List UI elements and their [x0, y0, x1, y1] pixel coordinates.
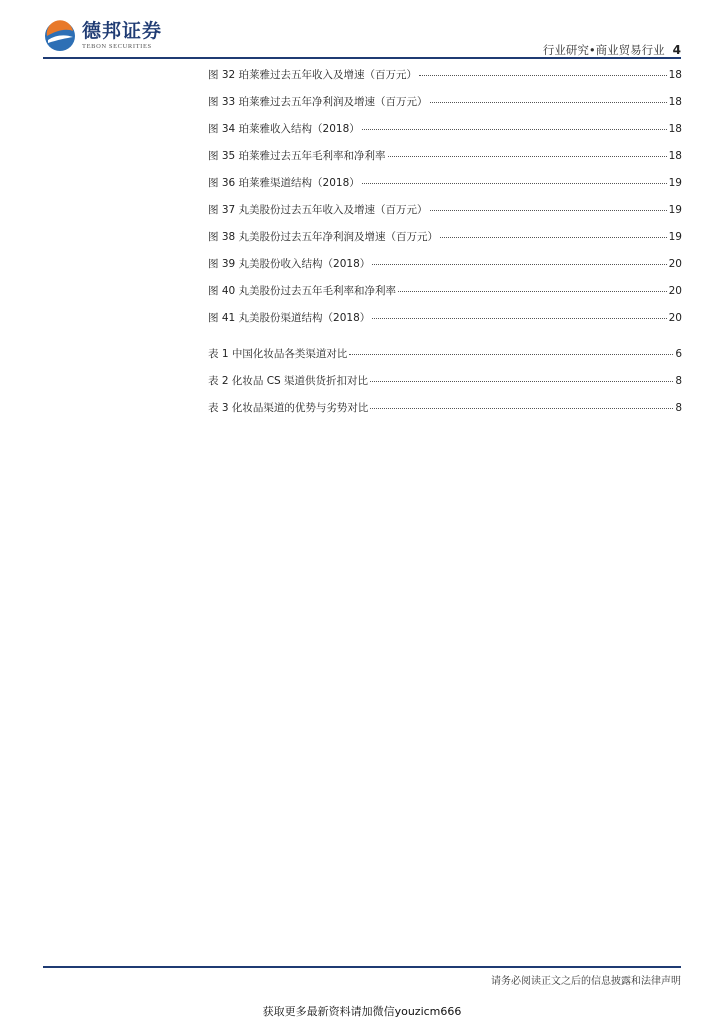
toc-entry[interactable] [208, 229, 682, 256]
toc-entry-label: 图 41 丸美股份渠道结构（2018） [208, 312, 371, 324]
toc-entry[interactable] [208, 310, 682, 337]
toc-entry[interactable] [208, 94, 682, 121]
toc-entry[interactable] [208, 202, 682, 229]
toc-entry-page: 19 [668, 177, 682, 189]
toc-entry-label: 图 39 丸美股份收入结构（2018） [208, 258, 371, 270]
dot-leader [362, 183, 667, 184]
dot-leader [398, 291, 667, 292]
dot-leader [430, 210, 667, 211]
dot-leader [362, 129, 667, 130]
toc-entry-page: 8 [675, 402, 682, 414]
dot-leader [372, 318, 666, 319]
page-header-info [543, 42, 681, 58]
dot-leader [419, 75, 667, 76]
dot-leader [430, 102, 667, 103]
toc-entry-page: 18 [668, 150, 682, 162]
toc-entry-label: 图 37 丸美股份过去五年收入及增速（百万元） [208, 204, 428, 216]
table-list [208, 346, 682, 427]
toc-entry-label: 图 35 珀莱雅过去五年毛利率和净利率 [208, 150, 386, 162]
dot-leader [349, 354, 673, 355]
legal-disclaimer: 请务必阅读正文之后的信息披露和法律声明 [491, 976, 681, 987]
toc-entry-page: 18 [668, 123, 682, 135]
company-logo [43, 16, 162, 56]
toc-entry[interactable] [208, 373, 682, 400]
toc-entry-label: 图 33 珀莱雅过去五年净利润及增速（百万元） [208, 96, 428, 108]
toc-entry-label: 图 32 珀莱雅过去五年收入及增速（百万元） [208, 69, 418, 81]
report-category: 行业研究•商业贸易行业 [542, 43, 665, 57]
toc-entry-label: 表 1 中国化妆品各类渠道对比 [208, 348, 348, 360]
toc-entry[interactable] [208, 346, 682, 373]
footer-divider [43, 966, 681, 968]
toc-entry-page: 6 [675, 348, 682, 360]
toc-entry-page: 19 [668, 204, 682, 216]
toc-entry-page: 20 [668, 285, 682, 297]
logo-chinese-name: 德邦证券 [82, 19, 163, 42]
toc-entry-label: 图 36 珀莱雅渠道结构（2018） [208, 177, 360, 189]
toc-entry-page: 20 [668, 258, 682, 270]
toc-entry[interactable] [208, 256, 682, 283]
table-of-contents [208, 67, 682, 427]
page-number: 4 [672, 43, 681, 57]
toc-entry[interactable] [208, 283, 682, 310]
toc-entry[interactable] [208, 400, 682, 427]
toc-entry[interactable] [208, 67, 682, 94]
toc-entry[interactable] [208, 175, 682, 202]
dot-leader [372, 264, 666, 265]
logo-english-name: TEBON SECURITIES [82, 42, 152, 50]
toc-entry[interactable] [208, 121, 682, 148]
toc-entry[interactable] [208, 148, 682, 175]
dot-leader [440, 237, 667, 238]
figure-list [208, 67, 682, 337]
toc-entry-label: 表 2 化妆品 CS 渠道供货折扣对比 [208, 375, 369, 387]
toc-entry-page: 8 [675, 375, 682, 387]
promo-text: 获取更多最新资料请加微信youzicm666 [262, 1005, 462, 1018]
toc-entry-page: 18 [668, 96, 682, 108]
dot-leader [370, 381, 673, 382]
toc-entry-label: 图 40 丸美股份过去五年毛利率和净利率 [208, 285, 397, 297]
toc-entry-page: 18 [668, 69, 682, 81]
dot-leader [388, 156, 667, 157]
toc-entry-label: 图 34 珀莱雅收入结构（2018） [208, 123, 360, 135]
dot-leader [370, 408, 673, 409]
toc-entry-label: 表 3 化妆品渠道的优势与劣势对比 [208, 402, 369, 414]
tebon-logo-icon [43, 19, 77, 53]
toc-entry-page: 20 [668, 312, 682, 324]
logo-wordmark [82, 19, 163, 51]
toc-entry-label: 图 38 丸美股份过去五年净利润及增速（百万元） [208, 231, 439, 243]
header-divider [43, 57, 681, 59]
toc-entry-page: 19 [668, 231, 682, 243]
